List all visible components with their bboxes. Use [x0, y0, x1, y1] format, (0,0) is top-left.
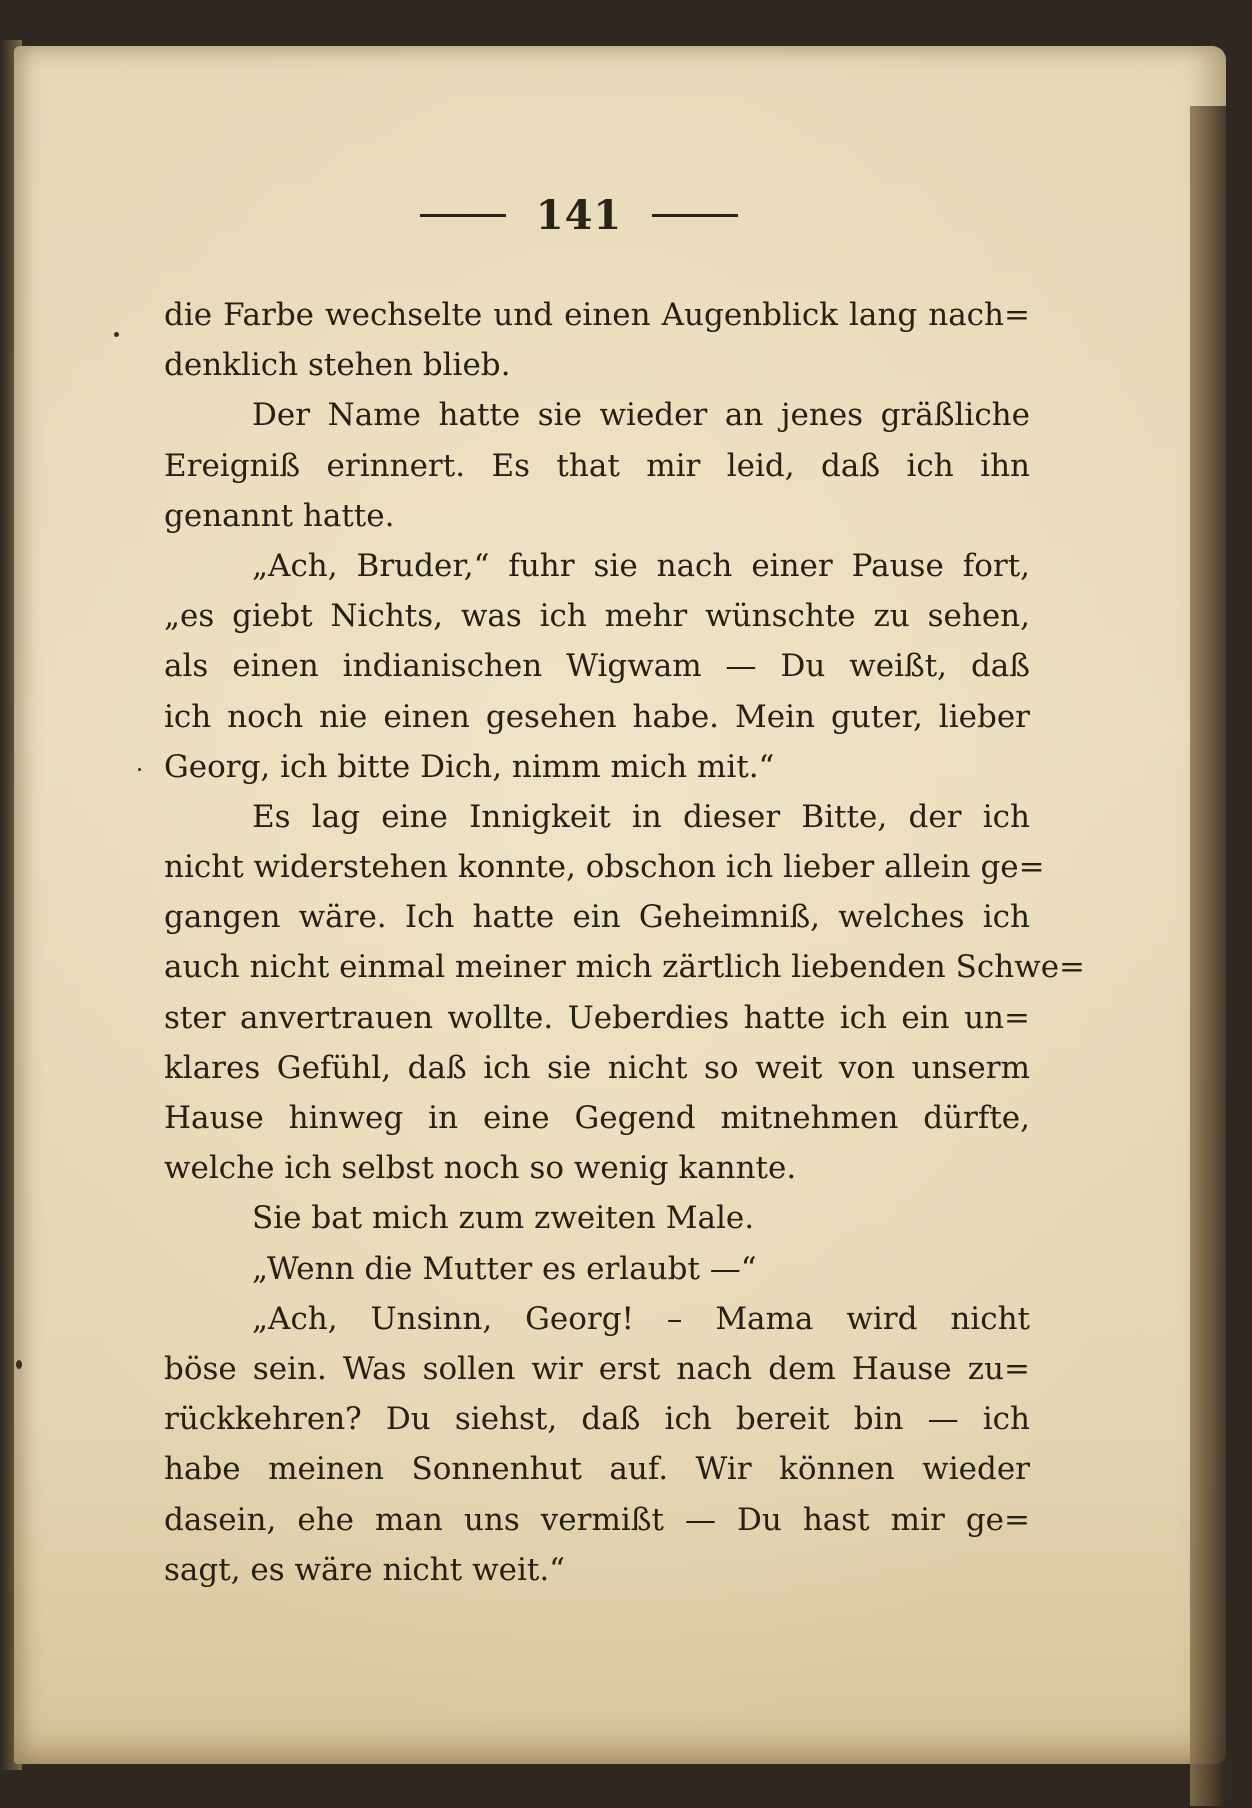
- text-line: „Ach, Bruder,“ fuhr sie nach einer Pause fort,: [252, 547, 1030, 584]
- text-line: böse sein. Was sollen wir erst nach dem Hause zu=: [164, 1350, 1030, 1387]
- header-rule-right: [652, 214, 738, 217]
- text-line: ich noch nie einen gesehen habe. Mein guter, lieber: [164, 698, 1030, 735]
- book-page: [14, 46, 1226, 1764]
- text-line: klares Gefühl, daß ich sie nicht so weit von unserm: [164, 1049, 1030, 1086]
- text-line: genannt hatte.: [164, 497, 395, 534]
- text-line: die Farbe wechselte und einen Augenblick lang nach=: [164, 297, 1030, 333]
- text-line: „Ach, Unsinn, Georg! – Mama wird nicht: [252, 1300, 1030, 1337]
- text-line: auch nicht einmal meiner mich zärtlich liebenden Schwe=: [164, 949, 1086, 986]
- text-line: welche ich selbst noch so wenig kannte.: [164, 1150, 797, 1187]
- text-line: nicht widerstehen konnte, obschon ich lieber allein ge=: [164, 849, 1045, 886]
- text-line: „Wenn die Mutter es erlaubt —“: [252, 1250, 757, 1287]
- text-line: Es lag eine Innigkeit in dieser Bitte, der ich: [252, 798, 1030, 835]
- text-line: Der Name hatte sie wieder an jenes gräßliche: [252, 397, 1030, 434]
- header-rule-left: [420, 214, 506, 217]
- ink-speck: [138, 768, 141, 771]
- text-line: sagt, es wäre nicht weit.“: [164, 1551, 566, 1588]
- page-edge: [1190, 106, 1226, 1806]
- text-line: Georg, ich bitte Dich, nimm mich mit.“: [164, 748, 775, 785]
- text-line: Hause hinweg in eine Gegend mitnehmen dürfte,: [164, 1100, 1030, 1136]
- ink-speck: [114, 332, 119, 337]
- text-line: habe meinen Sonnenhut auf. Wir können wieder: [164, 1451, 1030, 1488]
- text-line: ster anvertrauen wollte. Ueberdies hatte ich ein un=: [164, 999, 1030, 1036]
- text-line: „es giebt Nichts, was ich mehr wünschte zu sehen,: [164, 598, 1030, 635]
- text-line: Ereigniß erinnert. Es that mir leid, daß ich ihn: [164, 447, 1030, 484]
- text-line: als einen indianischen Wigwam — Du weißt, daß: [164, 648, 1030, 685]
- page-number: 141: [535, 192, 623, 239]
- text-line: rückkehren? Du siehst, daß ich bereit bin — ich: [164, 1401, 1030, 1438]
- text-line: denklich stehen blieb.: [164, 347, 511, 384]
- ink-speck: [16, 1360, 22, 1369]
- page-header: [14, 192, 1144, 239]
- text-line: dasein, ehe man uns vermißt — Du hast mir ge=: [164, 1501, 1030, 1538]
- page-text: [164, 290, 1086, 1595]
- text-line: gangen wäre. Ich hatte ein Geheimniß, welches ich: [164, 899, 1030, 936]
- text-line: Sie bat mich zum zweiten Male.: [252, 1200, 755, 1237]
